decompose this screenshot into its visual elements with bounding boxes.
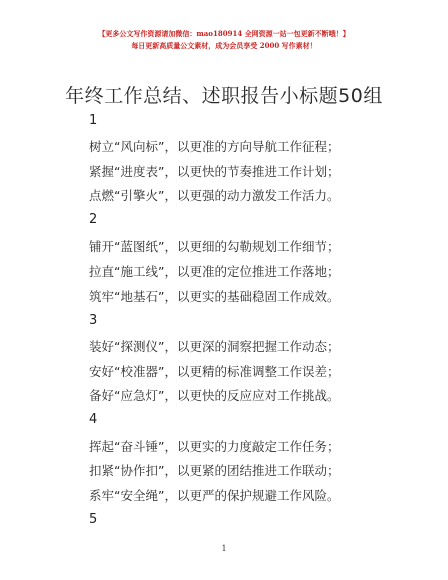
body-line: 筑牢“地基石”，以更实的基础稳固工作成效。 — [89, 289, 340, 304]
group-number: 5 — [89, 512, 98, 527]
page-number: 1 — [221, 544, 227, 553]
document-title: 年终工作总结、述职报告小标题50组 — [65, 85, 383, 107]
body-line: 铺开“蓝图纸”，以更细的勾勒规划工作细节； — [89, 239, 340, 254]
body-line: 挥起“奋斗锤”，以更实的力度敲定工作任务； — [89, 439, 340, 454]
group-number: 1 — [89, 113, 98, 128]
promo-banner-line-1: 【更多公文写作资源请加微信：mao180914 全网资源一站一包更新不断哦！】 — [98, 29, 350, 38]
body-line: 装好“探测仪”，以更深的洞察把握工作动态； — [89, 339, 340, 354]
body-line: 系牢“安全绳”，以更严的保护规避工作风险。 — [89, 488, 340, 503]
group-number: 2 — [89, 212, 98, 227]
group-number: 4 — [89, 412, 98, 427]
group-number: 3 — [89, 313, 98, 328]
body-line: 拉直“施工线”，以更准的定位推进工作落地； — [89, 264, 340, 279]
body-line: 安好“校准器”，以更精的标准调整工作误差； — [89, 364, 340, 379]
body-line: 备好“应急灯”，以更快的反应应对工作挑战。 — [89, 388, 340, 403]
body-line: 点燃“引擎火”，以更强的动力激发工作活力。 — [89, 188, 340, 203]
body-line: 扣紧“协作扣”，以更紧的团结推进工作联动； — [89, 463, 340, 478]
promo-banner-line-2: 每日更新高质量公文素材，成为会员享受 2000 写作素材！ — [131, 41, 317, 50]
body-line: 紧握“进度表”，以更快的节奏推进工作计划； — [89, 164, 340, 179]
body-line: 树立“风向标”，以更准的方向导航工作征程； — [89, 139, 340, 154]
